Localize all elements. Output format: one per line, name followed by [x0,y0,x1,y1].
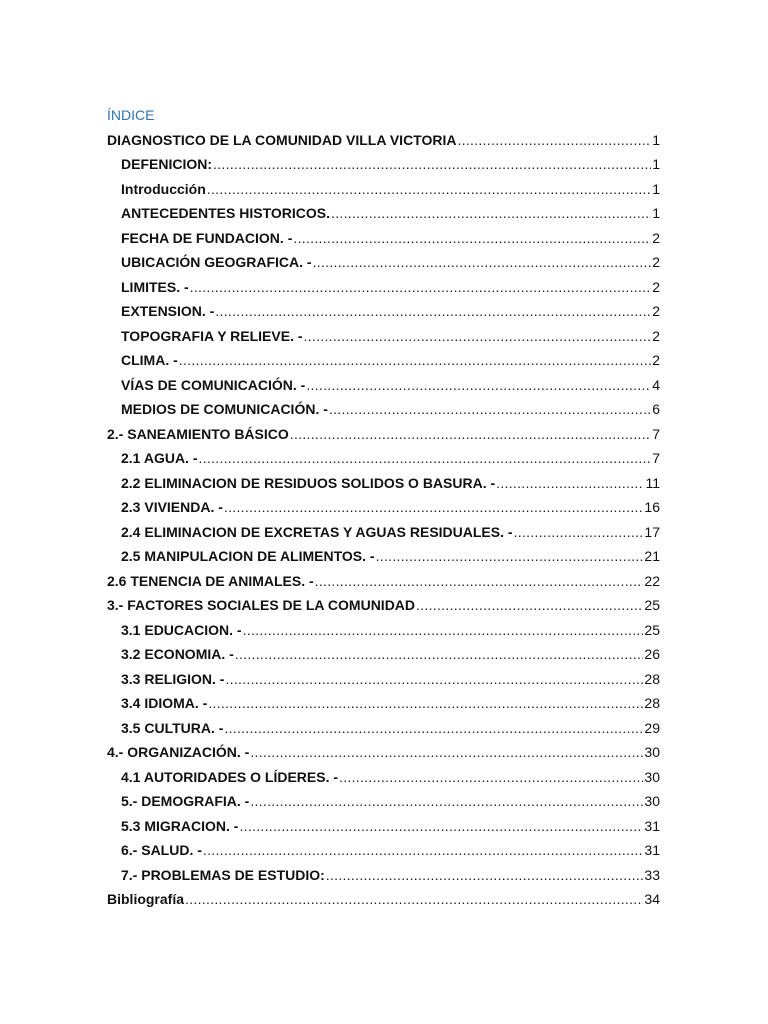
toc-dot-leader [329,401,651,417]
toc-entry-page-number: 31 [644,842,660,858]
toc-entry-page-number: 2 [652,352,660,368]
toc-entry[interactable] [107,344,660,369]
toc-entry-label: 2.3 VIVIENDA. - [121,499,223,515]
toc-entry[interactable] [107,368,660,393]
toc-dot-leader [250,744,643,760]
toc-dot-leader [213,156,651,172]
toc-entry-label: 6.- SALUD. - [121,842,202,858]
toc-entry-page-number: 28 [644,670,660,687]
toc-list [107,123,660,907]
toc-entry-label: Bibliografía [107,891,185,907]
toc-entry-label: 3.1 EDUCACION. - [121,621,242,638]
toc-entry-page-number: 26 [644,646,660,662]
toc-entry[interactable] [107,491,660,516]
toc-dot-leader [376,548,644,564]
toc-dot-leader [224,720,643,736]
toc-entry-page-number: 2 [652,254,660,270]
toc-dot-leader [199,450,652,466]
toc-entry-label: DIAGNOSTICO DE LA COMUNIDAD VILLA VICTORIA [107,131,457,148]
toc-entry[interactable] [107,172,660,197]
toc-entry[interactable] [107,613,660,638]
toc-entry-page-number: 28 [644,695,660,711]
toc-dot-leader [304,328,652,344]
toc-entry-page-number: 2 [652,303,660,319]
toc-entry[interactable] [107,858,660,883]
toc-entry[interactable] [107,809,660,834]
toc-dot-leader [331,205,651,221]
toc-entry-label: FECHA DE FUNDACION. - [121,229,293,246]
toc-entry-label: 2.5 MANIPULACION DE ALIMENTOS. - [121,548,375,564]
toc-entry-page-number: 6 [652,401,660,417]
toc-entry[interactable] [107,123,660,148]
toc-dot-leader [250,793,643,809]
toc-entry[interactable] [107,589,660,614]
toc-dot-leader [203,842,644,858]
toc-entry-label: VÍAS DE COMUNICACIÓN. - [121,376,306,393]
toc-entry-label: 3.2 ECONOMIA. - [121,646,234,662]
toc-entry-label: 2.2 ELIMINACION DE RESIDUOS SOLIDOS O BASURA. - [121,474,496,491]
toc-entry-label: 5.- DEMOGRAFIA. - [121,793,250,809]
toc-entry[interactable] [107,687,660,712]
toc-entry[interactable] [107,736,660,761]
toc-dot-leader [514,524,644,540]
toc-dot-leader [293,230,651,246]
toc-dot-leader [225,671,643,687]
toc-entry[interactable] [107,295,660,320]
toc-entry[interactable] [107,442,660,467]
toc-entry-label: TOPOGRAFIA Y RELIEVE. - [121,327,303,344]
toc-dot-leader [290,426,651,442]
toc-dot-leader [179,352,651,368]
toc-entry-page-number: 25 [644,597,660,613]
toc-entry-page-number: 33 [644,866,660,883]
toc-entry-page-number: 1 [652,180,660,197]
toc-entry[interactable] [107,319,660,344]
toc-entry-label: 3.3 RELIGION. - [121,670,225,687]
toc-entry-page-number: 31 [644,817,660,834]
toc-entry-label: CLIMA. - [121,352,178,368]
toc-dot-leader [416,597,643,613]
toc-entry[interactable] [107,564,660,589]
toc-entry-page-number: 21 [644,548,660,564]
toc-entry-label: Introducción [121,180,206,197]
toc-entry-label: 4.1 AUTORIDADES O LÍDERES. - [121,768,339,785]
toc-entry-label: MEDIOS DE COMUNICACIÓN. - [121,401,328,417]
toc-entry-page-number: 30 [644,768,660,785]
toc-entry-label: 2.4 ELIMINACION DE EXCRETAS Y AGUAS RESIDUALES. - [121,523,513,540]
toc-dot-leader [208,695,643,711]
toc-dot-leader [326,867,644,883]
toc-entry-page-number: 2 [652,229,660,246]
toc-entry-page-number: 25 [644,621,660,638]
toc-dot-leader [243,622,644,638]
toc-entry-label: 4.- ORGANIZACIÓN. - [107,744,250,760]
toc-entry[interactable] [107,246,660,271]
toc-entry-label: ANTECEDENTES HISTORICOS. [121,205,330,221]
toc-entry-page-number: 17 [644,523,660,540]
toc-entry-label: 7.- PROBLEMAS DE ESTUDIO: [121,866,325,883]
toc-entry-label: 2.6 TENENCIA DE ANIMALES. - [107,572,314,589]
toc-dot-leader [313,254,652,270]
toc-dot-leader [239,818,643,834]
toc-entry-page-number: 7 [652,425,660,442]
toc-entry-page-number: 29 [644,719,660,736]
toc-entry-label: 2.1 AGUA. - [121,450,198,466]
toc-dot-leader [224,499,644,515]
toc-dot-leader [215,303,651,319]
toc-entry-page-number: 22 [644,572,660,589]
toc-entry-page-number: 34 [644,891,660,907]
toc-entry-page-number: 30 [644,744,660,760]
toc-entry[interactable] [107,515,660,540]
toc-entry-page-number: 2 [652,278,660,295]
toc-entry-page-number: 1 [652,205,660,221]
toc-entry[interactable] [107,711,660,736]
toc-entry-page-number: 11 [645,474,660,491]
toc-entry[interactable] [107,466,660,491]
toc-entry[interactable] [107,540,660,565]
toc-entry-label: 3.4 IDIOMA. - [121,695,208,711]
toc-entry-label: LIMITES. - [121,278,189,295]
toc-dot-leader [496,475,644,491]
toc-entry[interactable] [107,662,660,687]
toc-entry-label: UBICACIÓN GEOGRAFICA. - [121,254,312,270]
toc-entry-label: 2.- SANEAMIENTO BÁSICO [107,425,289,442]
toc-dot-leader [306,377,651,393]
toc-title: ÍNDICE [107,107,155,123]
toc-dot-leader [207,181,651,197]
toc-entry-label: 5.3 MIGRACION. - [121,817,239,834]
toc-entry-label: DEFENICION: [121,156,212,172]
toc-entry-page-number: 4 [652,376,660,393]
toc-entry-page-number: 7 [652,450,660,466]
toc-dot-leader [457,132,651,148]
toc-entry[interactable] [107,417,660,442]
toc-entry[interactable] [107,883,660,908]
toc-entry-page-number: 1 [652,131,660,148]
toc-entry[interactable] [107,785,660,810]
toc-entry[interactable] [107,221,660,246]
toc-entry[interactable] [107,393,660,418]
toc-entry[interactable] [107,834,660,859]
toc-entry[interactable] [107,197,660,222]
toc-entry-page-number: 1 [652,156,660,172]
toc-dot-leader [235,646,644,662]
toc-entry[interactable] [107,270,660,295]
toc-entry-page-number: 2 [652,327,660,344]
toc-entry-page-number: 16 [644,499,660,515]
toc-dot-leader [185,891,643,907]
toc-dot-leader [339,769,643,785]
toc-entry-page-number: 30 [644,793,660,809]
toc-dot-leader [190,279,652,295]
toc-entry[interactable] [107,148,660,173]
toc-entry[interactable] [107,760,660,785]
toc-entry-label: 3.5 CULTURA. - [121,719,224,736]
toc-entry-label: EXTENSION. - [121,303,215,319]
toc-dot-leader [315,573,644,589]
toc-entry-label: 3.- FACTORES SOCIALES DE LA COMUNIDAD [107,597,416,613]
toc-entry[interactable] [107,638,660,663]
